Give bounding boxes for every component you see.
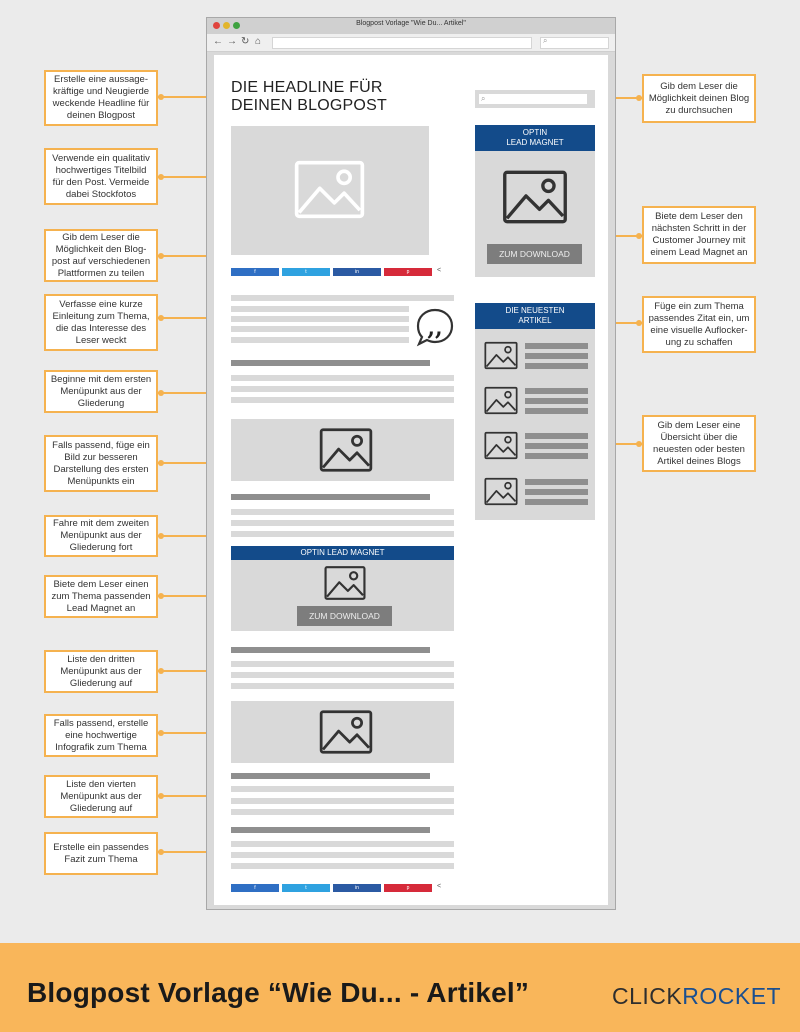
quote-bubble-icon	[415, 307, 455, 347]
subheading-bar	[231, 494, 430, 500]
inline-download-button[interactable]: ZUM DOWNLOAD	[297, 606, 392, 626]
share-count[interactable]	[437, 266, 455, 276]
facebook-share-button[interactable]	[231, 268, 279, 276]
connector-dot-left-9	[158, 668, 164, 674]
linkedin-share-button[interactable]	[333, 268, 381, 276]
nav-bar	[207, 34, 615, 52]
image-icon	[293, 159, 366, 220]
twitter-share-button[interactable]	[282, 268, 330, 276]
linkedin-icon: in	[355, 269, 359, 275]
text-line-bar	[231, 326, 409, 332]
annotation-left-9: Liste den dritten Menüpunkt aus der Gliederung auf	[44, 650, 158, 693]
facebook-share-button-bottom[interactable]	[231, 884, 279, 892]
search-icon: ⌕	[481, 94, 486, 103]
subheading-bar	[231, 360, 430, 366]
connector-dot-left-8	[158, 593, 164, 599]
pinterest-share-button[interactable]	[384, 268, 432, 276]
connector-dot-left-10	[158, 730, 164, 736]
pinterest-share-button-bottom[interactable]	[384, 884, 432, 892]
annotation-left-6: Falls passend, füge ein Bild zur besseren Darstellung des ersten Menüpunkts ein	[44, 435, 158, 492]
connector-dot-left-2	[158, 174, 164, 180]
headline-line-2: DEINEN BLOGPOST	[231, 97, 387, 114]
twitter-icon: t	[305, 269, 307, 275]
sidebar-optin-line-1: OPTIN	[522, 128, 548, 137]
subheading-bar	[231, 647, 430, 653]
page-headline	[231, 79, 431, 115]
article-title-bar[interactable]	[525, 388, 588, 394]
connector-dot-left-6	[158, 460, 164, 466]
recent-articles-header	[475, 303, 595, 329]
article-title-bar[interactable]	[525, 343, 588, 349]
connector-dot-left-12	[158, 849, 164, 855]
subheading-bar	[231, 827, 430, 833]
address-bar[interactable]	[272, 37, 532, 49]
window-title: Blogpost Vorlage "Wie Du... Artikel"	[356, 20, 466, 27]
image-icon	[316, 427, 376, 473]
annotation-right-2: Biete dem Leser den nächsten Schritt in der Customer Journey mit einem Lead Magnet an	[642, 206, 756, 264]
sidebar-search-box	[475, 90, 595, 108]
image-icon	[499, 169, 571, 225]
title-image	[231, 126, 429, 255]
headline-line-1: DIE HEADLINE FÜR	[231, 79, 383, 96]
article-title-bar[interactable]	[525, 479, 588, 485]
title-bar	[207, 18, 615, 35]
section-1-image	[231, 419, 454, 481]
annotation-left-12: Erstelle ein passendes Fazit zum Thema	[44, 832, 158, 875]
annotation-left-8: Biete dem Leser einen zum Thema passenden Lead Magnet an	[44, 575, 158, 618]
image-icon	[482, 477, 520, 506]
annotation-left-10: Falls passend, erstelle eine hochwertige Infografik zum Thema	[44, 714, 158, 757]
twitter-share-button-bottom[interactable]	[282, 884, 330, 892]
connector-dot-left-4	[158, 315, 164, 321]
article-title-bar[interactable]	[525, 353, 588, 359]
article-title-bar[interactable]	[525, 433, 588, 439]
connector-dot-left-7	[158, 533, 164, 539]
browser-search-field[interactable]	[540, 37, 609, 49]
article-title-bar[interactable]	[525, 489, 588, 495]
annotation-left-11: Liste den vierten Menüpunkt aus der Gliederung auf	[44, 775, 158, 818]
annotation-left-3: Gib dem Leser die Möglichkeit den Blog-post auf verschiedenen Plattformen zu teilen	[44, 229, 158, 282]
text-line-bar	[231, 397, 454, 403]
linkedin-share-button-bottom[interactable]	[333, 884, 381, 892]
share-icon: <	[437, 883, 442, 890]
sidebar-download-button[interactable]: ZUM DOWNLOAD	[487, 244, 582, 264]
image-icon	[321, 565, 369, 601]
text-line-bar	[231, 841, 454, 847]
forward-arrow-icon[interactable]: →	[227, 36, 237, 47]
annotation-right-4: Gib dem Leser eine Übersicht über die neuesten oder besten Artikel deines Blogs	[642, 415, 756, 472]
text-line-bar	[231, 672, 454, 678]
text-line-bar	[231, 786, 454, 792]
logo-part-rocket: ROCKET	[682, 983, 782, 1009]
article-title-bar[interactable]	[525, 499, 588, 505]
sidebar-search-input[interactable]	[479, 94, 587, 104]
subheading-bar	[231, 773, 430, 779]
image-icon	[316, 709, 376, 755]
text-line-bar	[231, 661, 454, 667]
image-icon	[482, 386, 520, 415]
annotation-left-4: Verfasse eine kurze Einleitung zum Thema, die das Interesse des Leser weckt	[44, 294, 158, 351]
image-icon	[482, 431, 520, 460]
home-icon[interactable]: ⌂	[255, 36, 262, 47]
article-title-bar[interactable]	[525, 443, 588, 449]
text-line-bar	[231, 809, 454, 815]
blog-page	[214, 55, 608, 905]
text-line-bar	[231, 520, 454, 526]
text-line-bar	[231, 306, 409, 312]
recent-articles-line-1: DIE NEUESTEN	[505, 306, 565, 315]
logo-part-click: CLICK	[612, 983, 683, 1009]
recent-articles-line-2: ARTIKEL	[518, 316, 552, 325]
connector-dot-left-11	[158, 793, 164, 799]
search-icon: ⌕	[543, 36, 548, 45]
annotation-right-3: Füge ein zum Thema passendes Zitat ein, um eine visuelle Auflocker-ung zu schaffen	[642, 296, 756, 353]
article-title-bar[interactable]	[525, 453, 588, 459]
clickrocket-logo	[612, 983, 781, 1010]
svg-text:,,: ,,	[427, 315, 443, 341]
text-line-bar	[231, 386, 454, 392]
text-line-bar	[231, 295, 454, 301]
annotation-left-7: Fahre mit dem zweiten Menüpunkt aus der Gliederung fort	[44, 515, 158, 557]
article-title-bar[interactable]	[525, 408, 588, 414]
text-line-bar	[231, 798, 454, 804]
text-line-bar	[231, 509, 454, 515]
linkedin-icon: in	[355, 885, 359, 891]
article-title-bar[interactable]	[525, 398, 588, 404]
text-line-bar	[231, 531, 454, 537]
share-count-bottom[interactable]	[437, 882, 455, 892]
connector-dot-left-3	[158, 253, 164, 259]
connector-dot-left-5	[158, 390, 164, 396]
text-line-bar	[231, 375, 454, 381]
pinterest-icon: p	[406, 885, 410, 891]
infographic-image	[231, 701, 454, 763]
text-line-bar	[231, 852, 454, 858]
footer-title: Blogpost Vorlage “Wie Du... - Artikel”	[27, 977, 530, 1008]
connector-dot-left-1	[158, 94, 164, 100]
image-icon	[482, 341, 520, 370]
annotation-left-5: Beginne mit dem ersten Menüpunkt aus der Gliederung	[44, 370, 158, 413]
twitter-icon: t	[305, 885, 307, 891]
sidebar-optin-line-2: LEAD MAGNET	[506, 138, 564, 147]
recent-articles-box	[475, 329, 595, 520]
annotation-left-2: Verwende ein qualitativ hochwertiges Titelbild für den Post. Vermeide dabei Stockfotos	[44, 148, 158, 205]
facebook-icon: f	[254, 269, 256, 275]
annotation-left-1: Erstelle eine aussage-kräftige und Neugierde weckende Headline für deinen Blogpost	[44, 70, 158, 126]
back-arrow-icon[interactable]: ←	[213, 36, 223, 47]
reload-icon[interactable]: ↻	[241, 36, 250, 47]
text-line-bar	[231, 337, 409, 343]
text-line-bar	[231, 683, 454, 689]
sidebar-optin-header	[475, 125, 595, 151]
article-title-bar[interactable]	[525, 363, 588, 369]
annotation-right-1: Gib dem Leser die Möglichkeit deinen Blog zu durchsuchen	[642, 74, 756, 123]
facebook-icon: f	[254, 885, 256, 891]
text-line-bar	[231, 863, 454, 869]
share-icon: <	[437, 267, 442, 274]
pinterest-icon: p	[406, 269, 410, 275]
inline-optin-header: OPTIN LEAD MAGNET	[231, 546, 454, 560]
text-line-bar	[231, 316, 409, 322]
browser-window	[206, 17, 616, 910]
